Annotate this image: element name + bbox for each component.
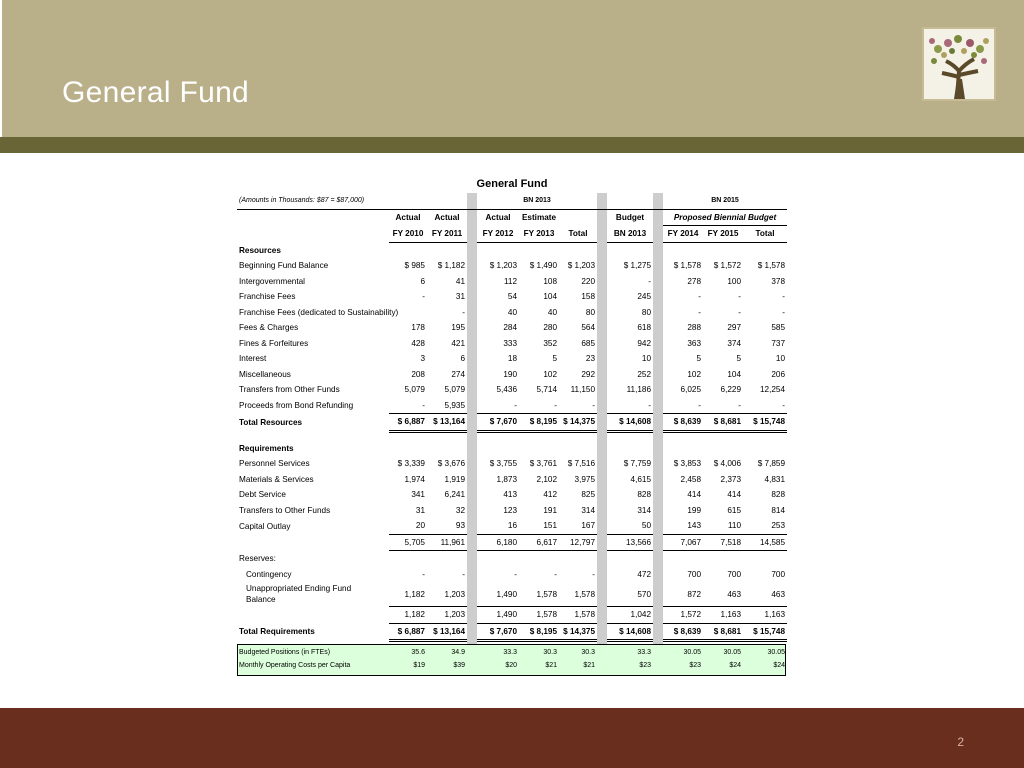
cell: 1,182 (404, 610, 425, 620)
cell: 167 (559, 518, 597, 534)
cell: $ 1,572 (713, 261, 742, 271)
header-cell: FY 2015 (703, 226, 743, 243)
cell: $ 7,670 (477, 414, 519, 432)
slide-title: General Fund (62, 76, 250, 109)
cell: - (422, 292, 425, 302)
cell: - (648, 276, 652, 286)
row-label: Transfers to Other Funds (239, 505, 331, 515)
row-label: Debt Service (239, 490, 286, 500)
cell: $ 1,578 (673, 261, 702, 271)
cell: 13,566 (607, 534, 653, 551)
table-row (237, 659, 787, 672)
cell: 280 (543, 323, 558, 333)
cell: $23 (689, 662, 701, 669)
group-bn2015: BN 2015 (711, 197, 739, 205)
table-row (237, 382, 787, 398)
cell: 825 (581, 490, 596, 500)
cell: 278 (687, 276, 702, 286)
header-cell: Total (559, 226, 597, 243)
cell: 6,229 (720, 385, 742, 395)
cell: 413 (503, 490, 518, 500)
row-label: Materials & Services (239, 474, 314, 484)
cell: 1,182 (389, 582, 427, 607)
cell: 5,436 (496, 385, 518, 395)
cell: 12,254 (759, 385, 786, 395)
cell: 700 (771, 569, 786, 579)
cell: 143 (663, 518, 703, 534)
cell: $ 7,516 (567, 459, 596, 469)
cell: $ 8,195 (519, 623, 559, 641)
table-row (237, 336, 787, 352)
cell: - (698, 292, 702, 302)
cell: 100 (727, 276, 742, 286)
cell: 50 (607, 518, 653, 534)
cell: $39 (453, 662, 465, 669)
row-label: Franchise Fees (dedicated to Sustainability) (239, 307, 399, 317)
cell: - (514, 400, 518, 410)
cell: - (554, 400, 558, 410)
table-row (237, 351, 787, 367)
cell: 80 (585, 307, 596, 317)
cell: 1,578 (574, 610, 596, 620)
cell: 93 (427, 518, 467, 534)
table-row (237, 456, 787, 472)
table-row (237, 289, 787, 305)
table-title: General Fund (476, 178, 548, 190)
cell: $ 14,375 (559, 623, 597, 641)
total-row (237, 414, 787, 432)
cell: 1,578 (519, 582, 559, 607)
cell: 5,079 (444, 385, 466, 395)
cell: $ 8,639 (663, 623, 703, 641)
cell: 1,163 (764, 610, 786, 620)
cell: 191 (543, 505, 558, 515)
cell: 220 (581, 276, 596, 286)
cell: 102 (687, 369, 702, 379)
cell: 35.6 (411, 649, 425, 656)
row-label: Transfers from Other Funds (239, 385, 340, 395)
row-label: Proceeds from Bond Refunding (239, 401, 354, 410)
slide-header (0, 0, 1024, 137)
cell: 1,203 (427, 582, 467, 607)
header-stripe (0, 137, 1024, 153)
cell: 5 (736, 354, 742, 364)
cell: - (554, 569, 558, 579)
cell: 1,873 (496, 474, 518, 484)
table-row (237, 567, 787, 583)
row-label: Personnel Services (239, 459, 310, 469)
amounts-note: (Amounts in Thousands: $87 = $87,000) (239, 197, 365, 205)
cell: 11,150 (570, 385, 596, 395)
cell: 30.05 (723, 649, 741, 656)
row-label: Intergovernmental (239, 276, 305, 286)
cell: 12,797 (559, 534, 597, 551)
cell: 374 (727, 338, 742, 348)
cell: 5 (552, 354, 558, 364)
page-number: 2 (957, 735, 964, 749)
cell: 463 (703, 582, 743, 607)
cell: 570 (607, 582, 653, 607)
subtotal-row (237, 607, 787, 624)
cell: 11,961 (427, 534, 467, 551)
cell: 1,490 (477, 582, 519, 607)
cell: 1,163 (720, 610, 742, 620)
cell: - (782, 292, 786, 302)
cell: 828 (771, 490, 786, 500)
cell: 412 (543, 490, 558, 500)
cell: 18 (507, 354, 518, 364)
cell: $ 7,759 (623, 459, 652, 469)
cell: $21 (545, 662, 557, 669)
header-cell (559, 209, 597, 226)
cell: 33.3 (503, 649, 517, 656)
cell: 1,203 (444, 610, 466, 620)
cell: $ 6,887 (389, 623, 427, 641)
cell: 1,490 (496, 610, 518, 620)
cell: $ 3,761 (529, 459, 558, 469)
cell: - (698, 307, 702, 317)
cell: 6,617 (519, 534, 559, 551)
table-row (237, 472, 787, 488)
cell: - (462, 307, 466, 317)
header-cell: FY 2010 (389, 226, 427, 243)
cell: 30.3 (543, 649, 557, 656)
cell: 314 (581, 505, 596, 515)
cell: 1,042 (630, 610, 652, 620)
cell: - (592, 569, 596, 579)
cell: 190 (503, 369, 518, 379)
table-row (237, 320, 787, 336)
header-cell: FY 2013 (519, 226, 559, 243)
cell: 4,831 (764, 474, 786, 484)
cell: $ 1,203 (567, 261, 596, 271)
table-row (237, 518, 787, 534)
cell: 123 (503, 505, 518, 515)
cell: 1,919 (444, 474, 466, 484)
table-row (237, 646, 787, 659)
cell: 288 (687, 323, 702, 333)
table-row (237, 367, 787, 383)
cell: 5,705 (389, 534, 427, 551)
cell: - (738, 307, 742, 317)
cell: 414 (727, 490, 742, 500)
header-cell: Total (743, 226, 787, 243)
row-label: Franchise Fees (239, 292, 296, 302)
row-label: Total Resources (239, 417, 303, 427)
cell: 1,572 (680, 610, 702, 620)
cell: 6,241 (444, 490, 466, 500)
cell: 585 (771, 323, 786, 333)
cell: - (462, 569, 466, 579)
cell: 5,935 (444, 400, 466, 410)
cell: 5,714 (536, 385, 558, 395)
cell: 828 (637, 490, 652, 500)
cell: 245 (637, 292, 652, 302)
row-label: Unappropriated Ending Fund Balance (246, 584, 352, 605)
row-label: Fees & Charges (239, 323, 299, 333)
cell: 14,585 (743, 534, 787, 551)
cell: 40 (507, 307, 518, 317)
slide-footer (0, 708, 1024, 768)
header-cell: FY 2011 (427, 226, 467, 243)
cell: 341 (411, 490, 425, 500)
cell: $ 8,681 (703, 623, 743, 641)
cell: 33.3 (637, 649, 651, 656)
row-label: Beginning Fund Balance (239, 261, 329, 271)
cell: - (592, 400, 596, 410)
cell: 31 (415, 505, 425, 515)
cell: 31 (455, 292, 466, 302)
cell: 30.05 (683, 649, 701, 656)
header-cell: Budget (615, 213, 645, 222)
cell: 178 (411, 323, 425, 333)
cell: 7,518 (703, 534, 743, 551)
cell: 3 (420, 354, 425, 364)
cell: 284 (503, 323, 518, 333)
header-cell: FY 2014 (663, 226, 703, 243)
tree-icon (922, 27, 996, 101)
cell: $ 3,755 (489, 459, 518, 469)
subtotal-row (237, 534, 787, 551)
cell: 6,025 (680, 385, 702, 395)
cell: 16 (477, 518, 519, 534)
cell: 80 (641, 307, 652, 317)
cell: 195 (451, 323, 466, 333)
cell: 297 (727, 323, 742, 333)
cell: 314 (637, 505, 652, 515)
section-label-requirements: Requirements (239, 443, 294, 453)
cell: 2,373 (720, 474, 742, 484)
cell: $21 (583, 662, 595, 669)
row-label: Miscellaneous (239, 369, 291, 379)
cell: 421 (451, 338, 466, 348)
proposed-budget-header: Proposed Biennial Budget (663, 209, 787, 226)
cell: 40 (547, 307, 558, 317)
section-label-reserves: Reserves: (239, 554, 276, 563)
cell: 2,458 (680, 474, 702, 484)
cell: 292 (581, 369, 596, 379)
cell: 208 (411, 369, 425, 379)
header-cell: Actual (395, 213, 421, 222)
cell: $ 7,859 (757, 459, 786, 469)
cell: 814 (771, 505, 786, 515)
table-row (237, 503, 787, 519)
row-label: Capital Outlay (239, 521, 291, 531)
cell: 158 (581, 292, 596, 302)
cell: $ 1,203 (489, 261, 518, 271)
cell: 700 (727, 569, 742, 579)
total-row (237, 623, 787, 641)
cell: $24 (773, 662, 785, 669)
cell: 1,578 (559, 582, 597, 607)
cell: - (782, 307, 786, 317)
cell: $ 1,578 (757, 261, 786, 271)
header-cell: Actual (434, 213, 460, 222)
cell: 5,079 (404, 385, 425, 395)
cell: 615 (727, 505, 742, 515)
cell: 700 (687, 569, 702, 579)
cell: 463 (743, 582, 787, 607)
cell: 363 (687, 338, 702, 348)
cell: 10 (775, 354, 786, 364)
cell: 102 (543, 369, 558, 379)
cell: $ 15,748 (743, 623, 787, 641)
cell: - (514, 569, 518, 579)
cell: 32 (455, 505, 466, 515)
header-cell: BN 2013 (607, 226, 653, 243)
cell: $ 1,490 (529, 261, 558, 271)
cell: $ 6,887 (389, 414, 427, 432)
row-label: Contingency (246, 569, 292, 579)
group-bn2013: BN 2013 (523, 197, 551, 205)
table-row (237, 487, 787, 503)
cell: $ 8,681 (703, 414, 743, 432)
cell: $ 3,339 (397, 459, 425, 469)
cell: $ 8,195 (519, 414, 559, 432)
cell: 378 (771, 276, 786, 286)
cell: $ 13,164 (427, 623, 467, 641)
cell: $24 (729, 662, 741, 669)
cell: 414 (687, 490, 702, 500)
cell: - (738, 400, 742, 410)
cell: 4,615 (630, 474, 652, 484)
cell: 6 (420, 276, 425, 286)
cell: 110 (703, 518, 743, 534)
cell: 104 (727, 369, 742, 379)
row-label: Interest (239, 354, 267, 364)
row-label: Fines & Forfeitures (239, 338, 309, 348)
cell: 199 (687, 505, 702, 515)
cell: 5 (696, 354, 702, 364)
header-edge (0, 0, 2, 137)
cell: 41 (455, 276, 466, 286)
cell: 428 (411, 338, 425, 348)
cell: 352 (543, 338, 558, 348)
cell: - (738, 292, 742, 302)
cell: $ 985 (404, 261, 425, 271)
cell: $ 14,608 (607, 623, 653, 641)
table-row (237, 582, 787, 607)
cell: 3,975 (574, 474, 596, 484)
cell: 942 (637, 338, 652, 348)
cell: - (698, 400, 702, 410)
cell: $23 (639, 662, 651, 669)
cell: 1,578 (536, 610, 558, 620)
cell: 6 (460, 354, 466, 364)
cell: $ 4,006 (713, 459, 742, 469)
table-row (237, 258, 787, 274)
table-row (237, 398, 787, 414)
section-label-resources: Resources (239, 245, 281, 255)
cell: 10 (641, 354, 652, 364)
cell: 104 (543, 292, 558, 302)
cell: 2,102 (536, 474, 558, 484)
cell: 252 (637, 369, 652, 379)
cell: 54 (507, 292, 518, 302)
cell: 685 (581, 338, 596, 348)
cell: 618 (637, 323, 652, 333)
cell: - (422, 400, 425, 410)
general-fund-table (237, 193, 787, 650)
row-label: Monthly Operating Costs per Capita (239, 662, 351, 669)
cell: 30.3 (581, 649, 595, 656)
cell: - (782, 400, 786, 410)
cell: 23 (585, 354, 596, 364)
cell: 20 (389, 518, 427, 534)
cell: $ 14,375 (559, 414, 597, 432)
header-cell: Actual (485, 213, 511, 222)
cell: 206 (771, 369, 786, 379)
cell: $20 (505, 662, 517, 669)
cell: 11,186 (626, 385, 652, 395)
cell: - (422, 569, 425, 579)
cell: 872 (663, 582, 703, 607)
cell: $19 (413, 662, 425, 669)
cell: 253 (743, 518, 787, 534)
row-label: Budgeted Positions (in FTEs) (239, 649, 331, 656)
cell: 1,974 (404, 474, 425, 484)
cell: $ 1,275 (623, 261, 652, 271)
cell: 564 (581, 323, 596, 333)
cell: 472 (637, 569, 652, 579)
metrics-table (237, 646, 787, 672)
cell: $ 1,182 (437, 261, 466, 271)
cell: $ 7,670 (477, 623, 519, 641)
cell: 7,067 (663, 534, 703, 551)
cell: 274 (451, 369, 466, 379)
cell: 30.05 (767, 649, 785, 656)
cell: $ 15,748 (743, 414, 787, 432)
cell: 112 (503, 276, 518, 286)
cell: $ 8,639 (663, 414, 703, 432)
table-row (237, 305, 787, 321)
cell: $ 3,853 (673, 459, 702, 469)
table-row (237, 274, 787, 290)
header-cell: FY 2012 (477, 226, 519, 243)
cell: 333 (503, 338, 518, 348)
cell: 151 (519, 518, 559, 534)
header-cell: Estimate (521, 213, 557, 222)
cell: $ 3,676 (437, 459, 466, 469)
cell: 108 (543, 276, 558, 286)
cell: - (648, 400, 652, 410)
cell: 6,180 (477, 534, 519, 551)
cell: 737 (771, 338, 786, 348)
cell: 34.9 (451, 649, 465, 656)
cell: $ 14,608 (607, 414, 653, 432)
row-label: Total Requirements (239, 627, 315, 637)
cell: $ 13,164 (427, 414, 467, 432)
